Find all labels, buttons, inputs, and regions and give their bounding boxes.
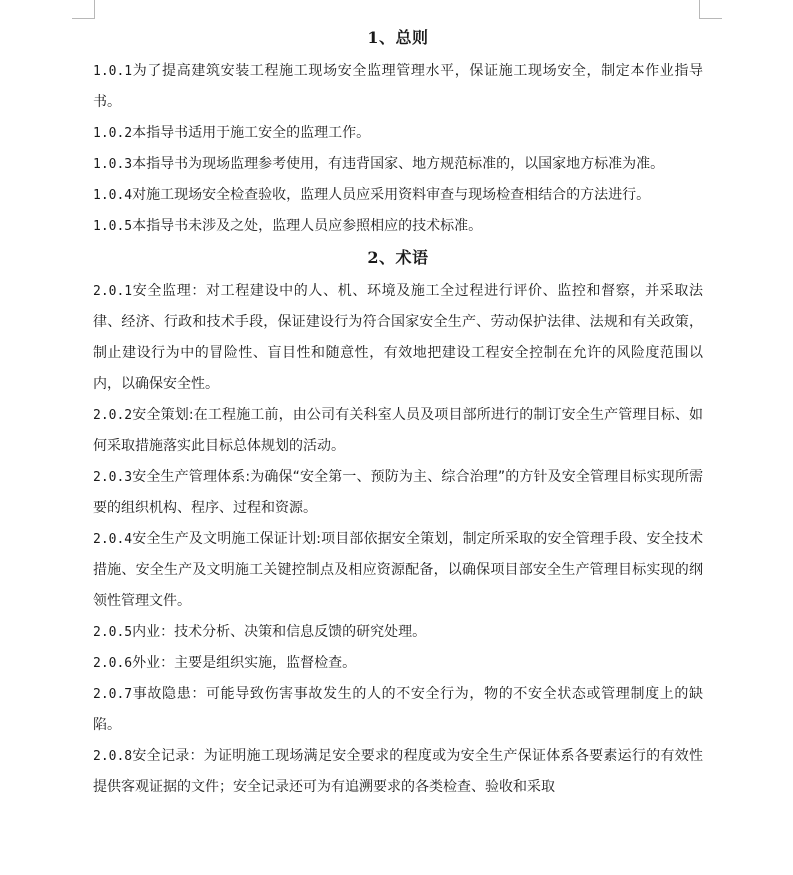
clause-number: 2.0.5 (93, 625, 133, 640)
clause-text: 安全生产及文明施工保证计划:项目部依据安全策划，制定所采取的安全管理手段、安全技术措施、安全生产及文明施工关键控制点及相应资源配备，以确保项目部安全生产管理目标实现的纲领性管理文件。 (93, 531, 703, 609)
clause-number: 2.0.4 (93, 532, 133, 547)
section-title-general: 1、总则 (367, 28, 429, 47)
clause-number: 1.0.1 (93, 64, 133, 79)
clause-number: 2.0.2 (93, 408, 133, 423)
clause-text: 安全策划:在工程施工前，由公司有关科室人员及项目部所进行的制订安全生产管理目标、如何采取措施落实此目标总体规划的活动。 (93, 407, 703, 454)
clause-number: 2.0.6 (93, 656, 133, 671)
clause-number: 2.0.7 (93, 687, 133, 702)
clause-2-0-4 (93, 524, 703, 617)
clause-2-0-1 (93, 276, 703, 400)
clause-1-0-1 (93, 56, 703, 118)
clause-2-0-3 (93, 462, 703, 524)
clause-text: 安全记录：为证明施工现场满足安全要求的程度或为安全生产保证体系各要素运行的有效性提供客观证据的文件；安全记录还可为有追溯要求的各类检查、验收和采取 (93, 748, 703, 795)
clause-text: 外业：主要是组织实施，监督检查。 (132, 655, 357, 671)
document-body (93, 26, 703, 803)
crop-mark-top-left (72, 0, 95, 19)
clause-text: 内业：技术分析、决策和信息反馈的研究处理。 (132, 624, 427, 640)
clause-2-0-2 (93, 400, 703, 462)
clause-text: 本指导书为现场监理参考使用，有违背国家、地方规范标准的，以国家地方标准为准。 (132, 156, 665, 172)
clause-2-0-5 (93, 617, 703, 648)
clause-number: 1.0.2 (93, 126, 133, 141)
clause-number: 1.0.4 (93, 188, 133, 203)
clause-number: 2.0.8 (93, 749, 133, 764)
clause-text: 为了提高建筑安装工程施工现场安全监理管理水平，保证施工现场安全，制定本作业指导书。 (93, 63, 703, 110)
clause-text: 本指导书适用于施工安全的监理工作。 (132, 125, 371, 141)
clause-1-0-5 (93, 211, 703, 242)
clause-number: 2.0.3 (93, 470, 133, 485)
clause-1-0-2 (93, 118, 703, 149)
clause-1-0-3 (93, 149, 703, 180)
clause-2-0-6 (93, 648, 703, 679)
clause-number: 2.0.1 (93, 284, 133, 299)
clause-text: 安全生产管理体系:为确保“安全第一、预防为主、综合治理”的方针及安全管理目标实现所需要的组织机构、程序、过程和资源。 (93, 469, 703, 516)
clause-2-0-7 (93, 679, 703, 741)
clause-1-0-4 (93, 180, 703, 211)
crop-mark-top-right (699, 0, 722, 19)
clause-number: 1.0.3 (93, 157, 133, 172)
clause-2-0-8 (93, 741, 703, 803)
clause-number: 1.0.5 (93, 219, 133, 234)
clause-text: 安全监理：对工程建设中的人、机、环境及施工全过程进行评价、监控和督察，并采取法律、经济、行政和技术手段，保证建设行为符合国家安全生产、劳动保护法律、法规和有关政策，制止建设行为中的冒险性、盲目性和随意性，有效地把建设工程安全控制在允许的风险度范围以内，以确保安全性。 (93, 283, 703, 392)
section-title-terms: 2、术语 (367, 248, 429, 267)
clause-text: 事故隐患：可能导致伤害事故发生的人的不安全行为，物的不安全状态或管理制度上的缺陷。 (93, 686, 703, 733)
clause-text: 本指导书未涉及之处，监理人员应参照相应的技术标准。 (132, 218, 483, 234)
clause-text: 对施工现场安全检查验收，监理人员应采用资料审查与现场检查相结合的方法进行。 (132, 187, 651, 203)
